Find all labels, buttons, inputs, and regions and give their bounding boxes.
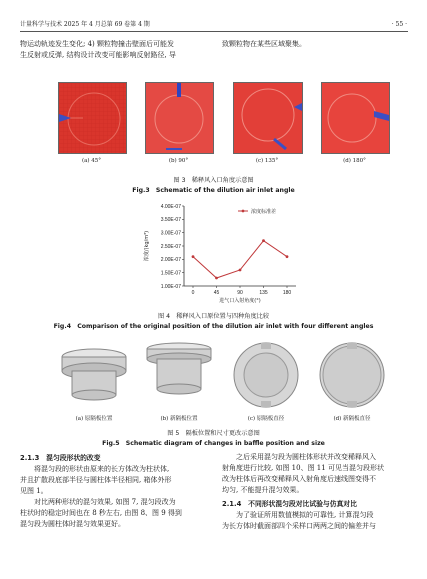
- text-line: 改为柱体后再改变稀释风入射角度后速线图变得不: [222, 475, 376, 483]
- section-heading: 2.1.3 混匀段形状的改变: [20, 454, 101, 462]
- data-point: [286, 255, 289, 258]
- baffle-panel-d: [316, 341, 388, 409]
- fig5-sub-a: (a) 原隔板位置: [75, 416, 113, 422]
- x-axis-label: 进气口入射角度(°): [219, 298, 261, 304]
- x-tick-label: 180: [282, 290, 292, 296]
- text-line: 物运动轨迹发生变化; 4) 颗粒物撞击壁面后可能发: [20, 40, 174, 48]
- text-line: 射角度进行比较, 如图 10、图 11 可见当混匀段形状: [222, 464, 384, 472]
- text-line: 为长方体时截面部四个采样口两两之间的偏差并与: [222, 522, 376, 530]
- text-line: 将混匀段的形状由原来的长方体改为柱状体,: [34, 465, 170, 473]
- fig5-panels: [58, 341, 388, 431]
- x-tick-label: 45: [213, 290, 220, 296]
- y-tick-label: 2.00E-07: [160, 257, 181, 264]
- data-point: [192, 255, 195, 258]
- baffle-image-d: [316, 341, 388, 409]
- y-axis-label: 浓度/(kg/m³): [144, 230, 150, 262]
- fig3-sub-c: (c) 135°: [255, 158, 279, 164]
- series-line: [193, 241, 287, 278]
- y-tick-label: 1.00E-07: [160, 283, 181, 290]
- y-tick-label: 1.50E-07: [160, 270, 181, 277]
- fig3-sub-b: (b) 90°: [168, 158, 189, 164]
- baffle-panel-b: [143, 341, 215, 401]
- sim-panel-90: [145, 82, 214, 154]
- text-line: 对比两种形状的混匀效果, 如图 7, 混匀段改为: [34, 498, 176, 506]
- text-line: 均匀, 不能提升混匀效果。: [222, 486, 304, 494]
- fig5-sub-b: (b) 新隔板位置: [160, 416, 198, 422]
- sim-image-c: [234, 83, 302, 153]
- sim-image-b: [146, 83, 213, 153]
- text-line: 并且扩散段底部半径与圆柱体半径相同, 箱体外形: [20, 476, 172, 484]
- sim-panel-180: [321, 82, 390, 154]
- x-tick-label: 90: [237, 290, 243, 296]
- sim-image-d: [322, 83, 389, 153]
- text-line: 见图 1。: [20, 487, 48, 495]
- baffle-panel-a: [58, 341, 130, 401]
- y-tick-label: 2.50E-07: [160, 243, 181, 250]
- baffle-image-b: [143, 341, 215, 401]
- fig3-sub-a: (a) 45°: [81, 158, 102, 164]
- sim-panel-135: [233, 82, 303, 154]
- top-text-left: [20, 39, 176, 61]
- journal-header: 计量科学与技术 2025 年 4 月总第 69 卷第 4 期: [20, 21, 150, 28]
- baffle-image-a: [58, 341, 130, 401]
- section-2-1-3: [20, 452, 210, 530]
- baffle-image-c: [230, 341, 302, 409]
- fig3-sub-d: (d) 180°: [343, 158, 366, 164]
- section-body-2: [222, 510, 412, 532]
- text-line: 混匀段为圆柱体时混匀效果更好。: [20, 520, 125, 528]
- text-line: 为了验证所用数值模拟的可靠性, 计算混匀段: [236, 511, 374, 519]
- data-point: [215, 277, 218, 280]
- sim-panel-45: [58, 82, 127, 154]
- fig5-caption-en: Fig.5 Schematic diagram of changes in baffle position and size: [102, 440, 325, 447]
- section-body: [222, 452, 412, 496]
- fig4-caption-cn: 图 4 稀释风入口原位置与四种角度比较: [157, 313, 270, 320]
- sim-image-a: [59, 83, 126, 153]
- fig3-caption-en: Fig.3 Schematic of the dilution air inlet angle: [132, 187, 295, 194]
- baffle-panel-c: [230, 341, 302, 409]
- y-tick-label: 4.00E-07: [160, 203, 181, 210]
- page-number: · 55 ·: [391, 21, 407, 28]
- fig5-caption-cn: 图 5 隔板位置和尺寸更改示意图: [167, 430, 260, 437]
- text-line: 之后采用混匀段为圆柱体形状并改变稀释风入: [236, 453, 376, 461]
- data-point: [239, 269, 242, 272]
- y-tick-label: 3.00E-07: [160, 230, 181, 237]
- fig3-caption-cn: 图 3 稀释风入口角度示意图: [173, 177, 254, 184]
- top-text-right: 致颗粒物在某些区域聚集。: [222, 40, 306, 48]
- data-point: [262, 239, 265, 242]
- fig5-sub-d: (d) 新隔板直径: [333, 416, 371, 422]
- text-line: 柱状时的稳定时间也在 8 秒左右, 由图 8、图 9 得到: [20, 509, 182, 517]
- fig4-chart: [140, 200, 300, 304]
- header-rule: [20, 31, 408, 32]
- x-tick-label: 135: [259, 290, 268, 296]
- legend-label: 浓度标准差: [251, 209, 277, 215]
- fig3-panels: [58, 82, 388, 177]
- x-tick-label: 0: [191, 290, 195, 296]
- section-right: [222, 452, 412, 532]
- y-tick-label: 3.50E-07: [160, 217, 181, 224]
- legend-marker: [242, 210, 245, 213]
- text-line: 生反射或反弹, 结构设计改变可能影响反射路径, 导: [20, 51, 176, 59]
- section-body: [20, 464, 210, 530]
- section-heading: 2.1.4 不同形状混匀段对比试验与仿真对比: [222, 500, 357, 508]
- fig4-caption-en: Fig.4 Comparison of the original position of the dilution air inlet with four different angles: [53, 323, 374, 330]
- fig5-sub-c: (c) 原隔板直径: [247, 416, 285, 422]
